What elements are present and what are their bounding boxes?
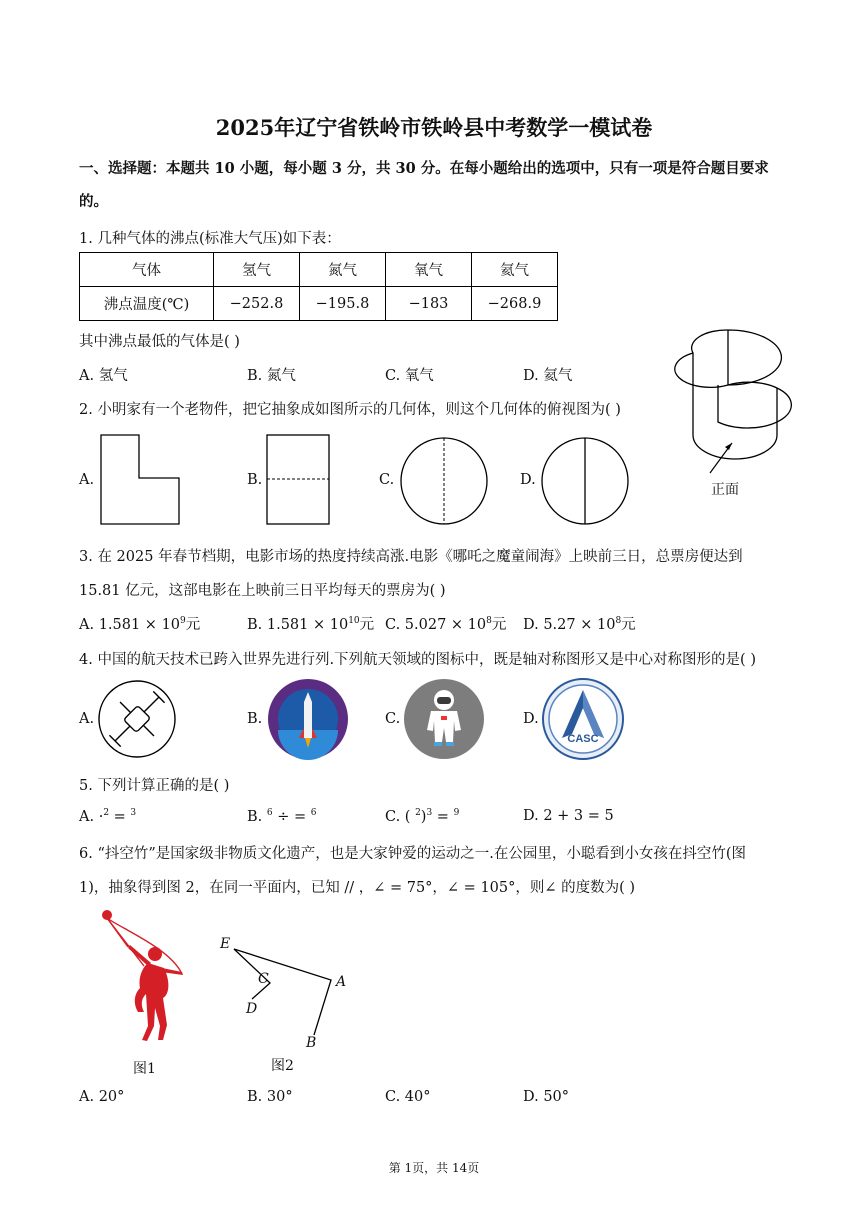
table-cell: 氦气 bbox=[472, 253, 558, 287]
q2-option-d[interactable]: D. bbox=[520, 472, 536, 488]
q5-option-c[interactable] bbox=[385, 808, 459, 825]
option-exp: 10 bbox=[348, 616, 360, 627]
casc-logo-icon bbox=[542, 678, 624, 760]
q6-figure2-diagram bbox=[220, 935, 360, 1050]
q6-figure2-label: 图2 bbox=[271, 1058, 294, 1074]
option-exp: 8 bbox=[615, 616, 622, 627]
option-text: C. 5.027 × 10 bbox=[385, 617, 487, 633]
q2-option-c-shape bbox=[399, 436, 489, 526]
option-exp: 8 bbox=[486, 616, 492, 627]
q2-option-a-shape bbox=[100, 434, 180, 525]
q1-table bbox=[79, 252, 558, 321]
q6-figure1-label: 图1 bbox=[133, 1061, 156, 1077]
q2-solid-figure bbox=[688, 325, 788, 505]
option-text: B. 1.581 × 10 bbox=[247, 617, 349, 633]
option-text: B. bbox=[247, 808, 267, 825]
table-cell: 氮气 bbox=[300, 253, 386, 287]
table-cell: −268.9 bbox=[472, 287, 558, 321]
option-text: ÷ = bbox=[272, 808, 311, 825]
q6-option-a[interactable]: A. 20° bbox=[79, 1089, 125, 1105]
q3-stem-line1: 3. 在 2025 年春节档期，电影市场的热度持续高涨.电影《哪吒之魔童闹海》上映前三日，总票房便达到 bbox=[79, 549, 743, 565]
astronaut-icon bbox=[403, 678, 485, 760]
q1-option-b[interactable]: B. 氮气 bbox=[247, 368, 296, 384]
q2-front-label: 正面 bbox=[711, 482, 739, 498]
q1-option-d[interactable]: D. 氦气 bbox=[523, 368, 573, 384]
section-heading-line1: 一、选择题：本题共 10 小题，每小题 3 分，共 30 分。在每小题给出的选项中，只有一项是符合题目要求 bbox=[79, 160, 769, 177]
option-text: C. ( bbox=[385, 808, 416, 825]
option-exp: 6 bbox=[310, 808, 317, 818]
point-label-e: E bbox=[220, 936, 231, 952]
point-label-a: A bbox=[336, 974, 347, 990]
q3-option-b[interactable] bbox=[247, 613, 374, 634]
q5-stem: 5. 下列计算正确的是( ) bbox=[79, 778, 230, 794]
option-unit: 元 bbox=[491, 617, 507, 633]
option-unit: 元 bbox=[359, 617, 375, 633]
table-row bbox=[80, 253, 558, 287]
q4-option-c[interactable]: C. bbox=[385, 711, 401, 727]
q3-option-d[interactable] bbox=[523, 613, 636, 634]
satellite-icon bbox=[97, 679, 177, 759]
table-cell: 气体 bbox=[80, 253, 214, 287]
q2-option-b[interactable]: B. bbox=[247, 472, 263, 488]
option-exp: 9 bbox=[180, 616, 186, 627]
option-unit: 元 bbox=[621, 617, 636, 633]
section-heading-line2: 的。 bbox=[79, 193, 108, 210]
option-exp: 3 bbox=[130, 808, 137, 818]
q2-stem: 2. 小明家有一个老物件，把它抽象成如图所示的几何体，则这个几何体的俯视图为( ) bbox=[79, 402, 621, 418]
point-label-c: C bbox=[258, 971, 269, 987]
q4-stem: 4. 中国的航天技术已跨入世界先进行列.下列航天领域的图标中，既是轴对称图形又是中心对称图形的是( ) bbox=[79, 652, 756, 668]
option-text: A. · bbox=[79, 808, 104, 825]
option-text: ) bbox=[420, 808, 427, 825]
option-text: = bbox=[432, 808, 454, 825]
q5-option-b[interactable] bbox=[247, 808, 316, 825]
q3-option-c[interactable] bbox=[385, 613, 506, 634]
option-exp: 2 bbox=[103, 808, 110, 818]
q4-option-d[interactable]: D. bbox=[523, 711, 539, 727]
table-cell: −183 bbox=[386, 287, 472, 321]
option-text: A. 1.581 × 10 bbox=[79, 617, 181, 633]
q1-stem: 1. 几种气体的沸点(标准大气压)如下表： bbox=[79, 231, 341, 247]
option-text: D. 5.27 × 10 bbox=[523, 617, 616, 633]
section-heading bbox=[79, 152, 791, 218]
q5-option-a[interactable] bbox=[79, 808, 136, 825]
option-text: = bbox=[109, 808, 131, 825]
q1-question: 其中沸点最低的气体是( ) bbox=[79, 334, 240, 350]
q6-option-c[interactable]: C. 40° bbox=[385, 1089, 431, 1105]
table-cell: 沸点温度(℃) bbox=[80, 287, 214, 321]
table-row bbox=[80, 287, 558, 321]
q6-option-b[interactable]: B. 30° bbox=[247, 1089, 293, 1105]
point-label-b: B bbox=[306, 1035, 317, 1051]
table-cell: 氢气 bbox=[214, 253, 300, 287]
q3-stem-line2: 15.81 亿元，这部电影在上映前三日平均每天的票房为( ) bbox=[79, 583, 446, 599]
q6-figure1-girl bbox=[100, 908, 195, 1046]
table-cell: 氧气 bbox=[386, 253, 472, 287]
casc-logo-text: CASC bbox=[567, 733, 599, 745]
option-exp: 3 bbox=[426, 808, 433, 818]
option-unit: 元 bbox=[185, 617, 201, 633]
table-cell: −252.8 bbox=[214, 287, 300, 321]
page-footer: 第 1页，共 14页 bbox=[388, 1161, 480, 1175]
q3-option-a[interactable] bbox=[79, 613, 200, 634]
rocket-mission-icon bbox=[267, 678, 349, 760]
q5-option-d[interactable]: D. 2 + 3 = 5 bbox=[523, 808, 614, 824]
q1-option-c[interactable]: C. 氧气 bbox=[385, 368, 434, 384]
q2-option-a[interactable]: A. bbox=[79, 472, 95, 488]
option-exp: 9 bbox=[453, 808, 460, 818]
table-cell: −195.8 bbox=[300, 287, 386, 321]
q4-option-b[interactable]: B. bbox=[247, 711, 263, 727]
q6-option-d[interactable]: D. 50° bbox=[523, 1089, 570, 1105]
q4-option-a[interactable]: A. bbox=[79, 711, 95, 727]
option-exp: 6 bbox=[266, 808, 273, 818]
q2-option-d-shape bbox=[540, 436, 630, 526]
q1-option-a[interactable]: A. 氢气 bbox=[79, 368, 128, 384]
q2-option-c[interactable]: C. bbox=[379, 472, 395, 488]
q6-stem-line2: 1)，抽象得到图 2，在同一平面内，已知 // ，∠ = 75°，∠ = 105°，则∠ 的度数为( ) bbox=[79, 880, 636, 896]
q6-stem-line1: 6. “抖空竹”是国家级非物质文化遗产，也是大家钟爱的运动之一.在公园里，小聪看到小女孩在抖空竹(图 bbox=[79, 846, 747, 862]
option-exp: 2 bbox=[415, 808, 421, 818]
point-label-d: D bbox=[246, 1001, 258, 1017]
q2-option-b-shape bbox=[266, 434, 330, 525]
page-title: 2025年辽宁省铁岭市铁岭县中考数学一模试卷 bbox=[215, 115, 653, 140]
